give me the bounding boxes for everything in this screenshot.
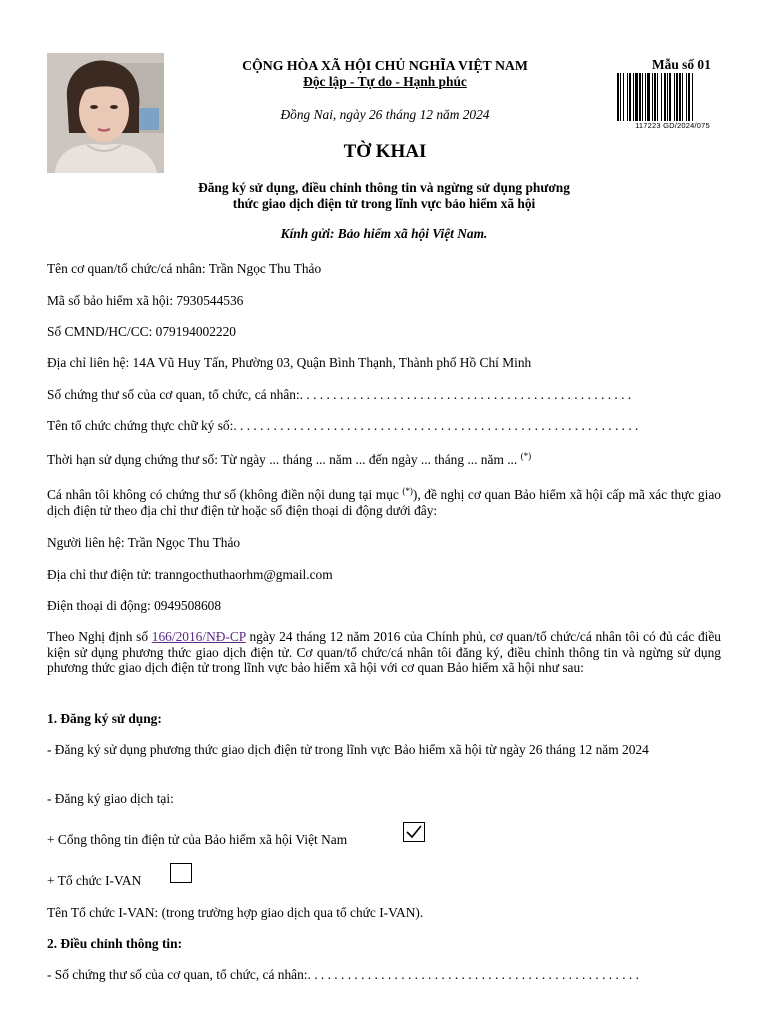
option-portal-label: + Cổng thông tin điện tử của Bảo hiểm xã hội Việt Nam <box>47 832 348 847</box>
barcode-bar <box>647 73 650 121</box>
barcode-bar <box>623 73 624 121</box>
decree-link[interactable]: 166/2016/NĐ-CP <box>151 629 246 644</box>
no-certificate-paragraph <box>47 487 721 518</box>
barcode-bar <box>620 73 621 121</box>
barcode-bar <box>617 73 619 121</box>
cert-period-text: Thời hạn sử dụng chứng thư số: Từ ngày ... tháng ... năm ... đến ngày ... tháng ... năm ... <box>47 452 521 467</box>
cert-period-field <box>47 452 727 468</box>
barcode-bar <box>635 73 638 121</box>
barcode-bar <box>642 73 643 121</box>
register-at: - Đăng ký giao dịch tại: <box>47 791 174 806</box>
barcode-bar <box>682 73 683 121</box>
address-field: Địa chỉ liên hệ: 14A Vũ Huy Tấn, Phường 03, Quận Bình Thạnh, Thành phố Hồ Chí Minh <box>47 355 532 370</box>
org-name-field: Tên cơ quan/tổ chức/cá nhân: Trần Ngọc Thu Thảo <box>47 261 322 276</box>
barcode-bar <box>639 73 641 121</box>
option-ivan-label: + Tổ chức I-VAN <box>47 873 142 888</box>
insurance-code-field: Mã số bảo hiểm xã hội: 7930544536 <box>47 293 244 308</box>
motto-text: Độc lập - Tự do - Hạnh phúc <box>303 74 467 89</box>
checkmark-icon <box>404 823 424 841</box>
subtitle-line-1: Đăng ký sử dụng, điều chỉnh thông tin và ngừng sử dụng phương <box>198 180 570 195</box>
id-number-field: Số CMND/HC/CC: 079194002220 <box>47 324 236 339</box>
decree-text-a: Theo Nghị định số <box>47 629 152 644</box>
contact-phone: Điện thoại di động: 0949508608 <box>47 598 222 613</box>
form-number: Mẫu số 01 <box>652 57 711 72</box>
cert-org-field: Tên tổ chức chứng thực chữ ký số:. . . . . . . . . . . . . . . . . . . . . . . . . . . . . . . . . . . . . . . . . . . . . . . . . . . . . . . . . . . . . <box>47 418 639 433</box>
no-cert-text-b: ), đề nghị cơ quan Bảo hiểm xã hội cấp mã xác thực giao dịch điện tử theo địa chỉ thư điện tử hoặc số điện thoại di động dưới đây: <box>47 487 721 518</box>
portrait-image <box>47 53 164 173</box>
barcode-bar <box>633 73 634 121</box>
barcode-bar <box>645 73 646 121</box>
subtitle-line-2: thức giao dịch điện tử trong lĩnh vực bảo hiểm xã hội <box>232 196 536 211</box>
barcode-bar <box>676 73 678 121</box>
barcode-bars <box>617 73 728 121</box>
register-line: - Đăng ký sử dụng phương thức giao dịch điện tử trong lĩnh vực Bảo hiểm xã hội từ ngày 26 tháng 12 năm 2024 <box>47 742 649 757</box>
motto <box>200 74 570 90</box>
barcode-bar <box>688 73 690 121</box>
contact-email: Địa chỉ thư điện tử: tranngocthuthaorhm@gmail.com <box>47 567 333 582</box>
barcode-bar <box>652 73 653 121</box>
barcode-bar <box>674 73 675 121</box>
no-cert-text-a: Cá nhân tôi không có chứng thư số (không điền nội dung tại mục <box>47 487 403 502</box>
barcode-number: 117223 GD/2024/075 <box>635 121 710 130</box>
section-1-heading: 1. Đăng ký sử dụng: <box>47 711 162 726</box>
ivan-name: Tên Tổ chức I-VAN: (trong trường hợp giao dịch qua tổ chức I-VAN). <box>47 905 424 920</box>
adjust-cert-number: - Số chứng thư số của cơ quan, tổ chức, cá nhân:. . . . . . . . . . . . . . . . . . . . . . . . . . . . . . . . . . . . . . . . . . . . . . . . . . <box>47 967 639 982</box>
place-date: Đồng Nai, ngày 26 tháng 12 năm 2024 <box>280 107 490 122</box>
barcode-bar <box>667 73 668 121</box>
addressee: Kính gửi: Bảo hiểm xã hội Việt Nam. <box>280 226 488 241</box>
barcode-bar <box>654 73 656 121</box>
barcode-bar <box>661 73 662 121</box>
barcode-bar <box>669 73 671 121</box>
decree-text-b: ngày 24 tháng 12 năm 2016 của Chính phủ, cơ quan/tổ chức/cá nhân tôi có đủ các điều kiện sử dụng phương thức giao dịch điện tử. Cơ quan/tổ chức/cá nhân tôi đăng ký, điều chỉnh thông tin và ngừng sử dụng phương thức giao dịch điện tử trong lĩnh vực bảo hiểm xã hội với cơ quan Bảo hiểm xã hội như sau: <box>47 629 721 675</box>
applicant-photo <box>47 53 164 173</box>
barcode-bar <box>664 73 666 121</box>
no-cert-note: (*) <box>402 486 413 496</box>
barcode-bar <box>686 73 687 121</box>
ivan-checkbox[interactable] <box>170 863 192 883</box>
portal-checkbox[interactable] <box>403 822 425 842</box>
republic-heading: CỘNG HÒA XÃ HỘI CHỦ NGHĨA VIỆT NAM <box>242 58 528 73</box>
barcode-bar <box>657 73 658 121</box>
barcode-bar <box>627 73 628 121</box>
contact-person: Người liên hệ: Trần Ngọc Thu Thảo <box>47 535 241 550</box>
decree-paragraph <box>47 629 721 676</box>
section-2-heading: 2. Điều chỉnh thông tin: <box>47 936 183 951</box>
barcode-bar <box>629 73 631 121</box>
page-title: TỜ KHAI <box>343 141 427 162</box>
barcode-bar <box>692 73 693 121</box>
cert-number-field: Số chứng thư số của cơ quan, tổ chức, cá nhân:. . . . . . . . . . . . . . . . . . . . . . . . . . . . . . . . . . . . . . . . . . . . . . . . . . <box>47 387 632 402</box>
barcode-bar <box>679 73 681 121</box>
cert-period-note: (*) <box>520 451 532 461</box>
barcode <box>617 73 728 121</box>
